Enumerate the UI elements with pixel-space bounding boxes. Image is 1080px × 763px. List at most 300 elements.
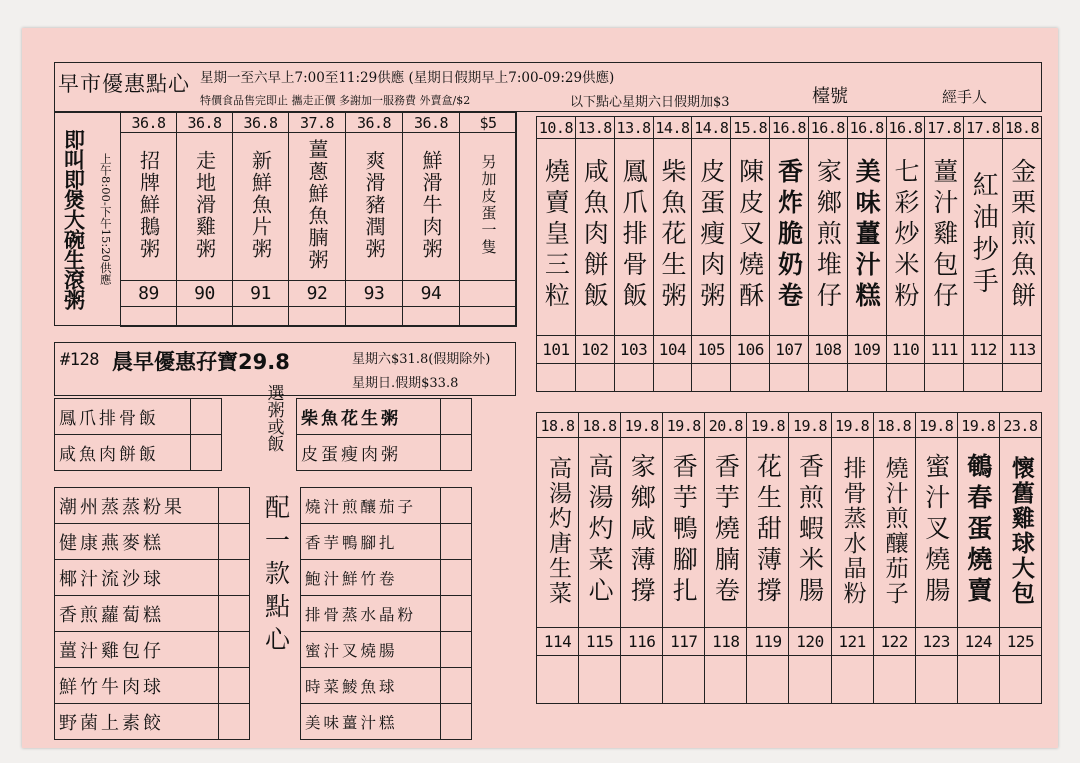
pair-one-dimsum-label: 配一款點心 (261, 494, 291, 659)
combo-dimsum-option-right-check-box[interactable] (441, 596, 472, 632)
dimsum-code (614, 336, 653, 364)
combo-dimsum-option-left-text: 鮮竹牛肉球 (59, 676, 164, 698)
dimsum-code-text: 117 (670, 632, 698, 651)
combo-sunday-price: 星期日.假期$33.8 (352, 376, 459, 391)
combo-congee-options (296, 398, 472, 471)
dimsum-qty-cell[interactable] (537, 364, 576, 392)
congee-qty-cell[interactable] (403, 307, 460, 327)
dimsum-price-text: 19.8 (666, 416, 701, 435)
dimsum-code (873, 628, 915, 656)
congee-name-text: 爽滑豬潤粥 (362, 149, 386, 260)
congee-qty-cell[interactable] (460, 307, 517, 327)
congee-code (460, 281, 517, 307)
dimsum-name (847, 139, 886, 336)
combo-dimsum-option-left-text: 椰汁流沙球 (59, 568, 164, 590)
dimsum-qty-cell[interactable] (957, 656, 999, 704)
dimsum-code-text: 101 (542, 340, 570, 359)
dimsum-name-text: 燒賣皇三粒 (541, 157, 571, 313)
dimsum-price (731, 117, 770, 139)
combo-congee-option-check-box[interactable] (441, 435, 472, 471)
combo-dimsum-option-left-row (55, 596, 250, 632)
combo-dimsum-option-left-text: 健康燕麥糕 (59, 532, 164, 554)
combo-dimsum-option-left-check-box[interactable] (219, 524, 250, 560)
combo-dimsum-option-right-check-box[interactable] (441, 560, 472, 596)
dimsum-code (579, 628, 621, 656)
combo-dimsum-option-left (55, 668, 219, 704)
dimsum-name-text: 高湯灼菜心 (585, 453, 615, 608)
dimsum-qty-cell[interactable] (873, 656, 915, 704)
dimsum-name-text: 鵪春蛋燒賣 (963, 453, 993, 608)
dimsum-code-text: 118 (712, 632, 740, 651)
dimsum-name-text: 柴魚花生粥 (657, 157, 687, 313)
congee-name-text: 新鮮魚片粥 (248, 149, 273, 260)
dimsum-name (614, 139, 653, 336)
combo-dimsum-option-right-text: 蜜汁叉燒腸 (305, 641, 398, 660)
combo-congee-option-check-box[interactable] (441, 399, 472, 435)
dimsum-price-text: 18.8 (540, 416, 575, 435)
dimsum-price (770, 117, 809, 139)
dimsum-name (705, 438, 747, 628)
dimsum-code (831, 628, 873, 656)
dimsum-code-text: 113 (1008, 340, 1036, 359)
combo-dimsum-option-right-row (301, 632, 472, 668)
dimsum-code-text: 114 (543, 632, 572, 651)
congee-table (120, 112, 517, 327)
dimsum-code-text: 119 (754, 632, 782, 651)
dimsum-name-text: 美味薑汁糕 (852, 157, 882, 313)
combo-dimsum-option-right (301, 560, 441, 596)
congee-price-text: $5 (479, 114, 497, 132)
dimsum-name (537, 438, 579, 628)
dimsum-price-text: 13.8 (577, 119, 612, 137)
dimsum-price-text: 17.8 (966, 119, 1001, 137)
congee-name (177, 133, 233, 281)
congee-code-text: 91 (250, 283, 271, 304)
dimsum-name (964, 139, 1003, 336)
order-sheet (22, 28, 1058, 748)
dimsum-name-text: 高湯灼唐生菜 (545, 455, 572, 606)
dimsum-price-text: 15.8 (733, 119, 768, 137)
dimsum-name (957, 438, 999, 628)
combo-dimsum-option-left-check-box[interactable] (219, 560, 250, 596)
dimsum-code-text: 103 (619, 340, 648, 359)
dimsum-code-text: 116 (627, 632, 656, 651)
congee-price (460, 113, 517, 133)
dimsum-code-text: 111 (930, 340, 959, 359)
dimsum-code-text: 122 (880, 632, 908, 651)
dimsum-qty-cell[interactable] (964, 364, 1003, 392)
dimsum-code (747, 628, 789, 656)
dimsum-price (808, 117, 847, 139)
congee-name-text: 走地滑雞粥 (192, 149, 217, 260)
congee-name (403, 133, 460, 281)
dimsum-name-text: 香炸脆奶卷 (774, 157, 804, 313)
dimsum-price (886, 117, 925, 139)
dimsum-price-text: 19.8 (919, 416, 954, 435)
dimsum-name-text: 家鄉煎堆仔 (813, 157, 843, 313)
combo-dimsum-option-right (301, 596, 441, 632)
dimsum-price-text: 19.8 (792, 416, 828, 435)
dimsum-name (537, 139, 576, 336)
combo-dimsum-option-right (301, 524, 441, 560)
dimsum-name-text: 薑汁雞包仔 (929, 157, 959, 313)
dimsum-price (831, 413, 873, 438)
combo-dimsum-option-left (55, 704, 219, 740)
dimsum-qty-cell[interactable] (575, 364, 614, 392)
congee-price (233, 113, 289, 133)
notice-line: 特價食品售完即止 攜走正價 多謝加一服務費 外賣盒/$2 (200, 94, 471, 107)
combo-congee-option (297, 399, 441, 435)
dimsum-price-text: 19.8 (835, 416, 870, 435)
dimsum-qty-cell[interactable] (1003, 364, 1042, 392)
congee-name (289, 133, 346, 281)
congee-qty-cell[interactable] (289, 307, 346, 327)
dimsum-name (663, 438, 705, 628)
combo-rice-option (55, 399, 191, 435)
dimsum-price (621, 413, 663, 438)
combo-dimsum-option-right-row (301, 560, 472, 596)
dimsum-name-text: 花生甜薄撐 (753, 453, 783, 608)
dimsum-qty-cell[interactable] (925, 364, 964, 392)
dimsum-name-text: 燒汁煎釀茄子 (881, 455, 908, 606)
dimsum-code-text: 124 (964, 632, 993, 651)
dimsum-price (663, 413, 705, 438)
dimsum-code-text: 110 (891, 340, 920, 359)
congee-code (403, 281, 460, 307)
combo-dimsum-option-right-row (301, 668, 472, 704)
combo-dimsum-right (300, 487, 472, 740)
congee-qty-cell[interactable] (233, 307, 289, 327)
dimsum-price-text: 14.8 (655, 119, 690, 137)
combo-rice-option-row (55, 399, 222, 435)
combo-dimsum-option-left (55, 632, 219, 668)
dimsum-price (999, 413, 1041, 438)
dimsum-name (999, 438, 1041, 628)
dimsum-price (747, 413, 789, 438)
dimsum-qty-cell[interactable] (770, 364, 809, 392)
combo-dimsum-option-right (301, 668, 441, 704)
dimsum-price (575, 117, 614, 139)
dimsum-name (915, 438, 957, 628)
hours-line: 星期一至六早上7:00至11:29供應 (星期日假期早上7:00-09:29供應) (200, 70, 615, 86)
dimsum-code (847, 336, 886, 364)
congee-code-text: 89 (138, 283, 159, 304)
dimsum-price (705, 413, 747, 438)
dimsum-code (621, 628, 663, 656)
congee-price-text: 36.8 (187, 114, 222, 132)
combo-dimsum-option-right-check-box[interactable] (441, 668, 472, 704)
dimsum-qty-cell[interactable] (579, 656, 621, 704)
combo-congee-option-text: 柴魚花生粥 (301, 409, 401, 429)
dimsum-name (808, 139, 847, 336)
combo-dimsum-option-right-check-box[interactable] (441, 704, 472, 740)
congee-name (121, 133, 177, 281)
combo-dimsum-option-left-text: 香煎蘿蔔糕 (59, 604, 164, 626)
dimsum-code (537, 336, 576, 364)
congee-code-text: 94 (420, 283, 442, 304)
dimsum-name-text: 蜜汁叉燒腸 (921, 453, 951, 608)
dimsum-price (789, 413, 831, 438)
combo-dimsum-option-right-row (301, 488, 472, 524)
dimsum-price-text: 18.8 (877, 416, 912, 435)
dimsum-price-text: 20.8 (708, 416, 743, 435)
dimsum-code-text: 112 (969, 340, 997, 359)
dimsum-price (537, 413, 579, 438)
dimsum-qty-cell[interactable] (789, 656, 831, 704)
dimsum-code (770, 336, 809, 364)
dimsum-code (537, 628, 579, 656)
combo-rice-option (55, 435, 191, 471)
dimsum-name (653, 139, 692, 336)
dimsum-price (1003, 117, 1042, 139)
combo-dimsum-option-left-row (55, 560, 250, 596)
dimsum-code (692, 336, 731, 364)
dimsum-price-text: 10.8 (538, 119, 573, 137)
dimsum-name (747, 438, 789, 628)
dimsum-qty-cell[interactable] (705, 656, 747, 704)
dimsum-name-text: 鳳爪排骨飯 (619, 157, 649, 313)
dimsum-code (957, 628, 999, 656)
combo-dimsum-option-left-check-box[interactable] (219, 704, 250, 740)
dimsum-name-text: 家鄉咸薄撐 (627, 453, 657, 608)
combo-dimsum-option-right-text: 美味薑汁糕 (305, 713, 398, 732)
dimsum-name-text: 排骨蒸水晶粉 (839, 455, 866, 606)
dimsum-price-text: 19.8 (750, 416, 785, 435)
combo-dimsum-option-right-row (301, 704, 472, 740)
combo-dimsum-option-left-check-box[interactable] (219, 668, 250, 704)
congee-price (121, 113, 177, 133)
dimsum-price (579, 413, 621, 438)
dimsum-code (915, 628, 957, 656)
congee-name (346, 133, 403, 281)
congee-code (346, 281, 403, 307)
dimsum-name (789, 438, 831, 628)
congee-name-text: 招牌鮮鵝粥 (136, 149, 161, 260)
congee-price-text: 36.8 (131, 114, 166, 132)
dimsum-name-text: 香芋燒腩卷 (711, 453, 741, 608)
dimsum-top-table (536, 116, 1042, 392)
combo-dimsum-option-left-check-box[interactable] (219, 488, 250, 524)
dimsum-qty-cell[interactable] (915, 656, 957, 704)
dimsum-name (925, 139, 964, 336)
dimsum-code (731, 336, 770, 364)
congee-code (121, 281, 177, 307)
congee-qty-cell[interactable] (177, 307, 233, 327)
dimsum-name (873, 438, 915, 628)
dimsum-code-text: 121 (838, 632, 866, 651)
congee-price (403, 113, 460, 133)
dimsum-price (614, 117, 653, 139)
dimsum-price (957, 413, 999, 438)
combo-dimsum-option-left (55, 488, 219, 524)
dimsum-code (653, 336, 692, 364)
dimsum-code-text: 115 (585, 632, 614, 651)
dimsum-price (915, 413, 957, 438)
dimsum-price (653, 117, 692, 139)
surcharge-line: 以下點心星期六日假期加$3 (570, 95, 730, 110)
dimsum-price-text: 19.8 (624, 416, 659, 435)
combo-title: 晨早優惠孖寶29.8 (112, 350, 290, 374)
dimsum-code (1003, 336, 1042, 364)
combo-dimsum-option-right-text: 時菜鯪魚球 (305, 677, 398, 696)
combo-rice-options (54, 398, 222, 471)
combo-dimsum-option-right-check-box[interactable] (441, 524, 472, 560)
combo-dimsum-option-right-text: 燒汁煎釀茄子 (305, 497, 417, 516)
dimsum-name-text: 咸魚肉餅飯 (580, 157, 610, 313)
combo-dimsum-option-left-row (55, 632, 250, 668)
dimsum-price-text: 18.8 (1005, 119, 1040, 137)
dimsum-code (999, 628, 1041, 656)
combo-dimsum-option-left-row (55, 524, 250, 560)
congee-name-text: 另加皮蛋一隻 (479, 153, 498, 256)
dimsum-qty-cell[interactable] (692, 364, 731, 392)
dimsum-code (808, 336, 847, 364)
combo-dimsum-option-right (301, 488, 441, 524)
dimsum-price-text: 18.8 (582, 416, 617, 435)
combo-dimsum-option-right (301, 704, 441, 740)
congee-name (233, 133, 289, 281)
dimsum-code-text: 120 (796, 632, 824, 651)
combo-dimsum-option-right-text: 鮑汁鮮竹卷 (305, 569, 398, 588)
congee-code (233, 281, 289, 307)
dimsum-name-text: 紅油抄手 (968, 171, 999, 299)
dimsum-name (575, 139, 614, 336)
dimsum-code-text: 125 (1006, 632, 1035, 651)
congee-qty-cell[interactable] (346, 307, 403, 327)
dimsum-price (925, 117, 964, 139)
dimsum-code-text: 108 (814, 340, 842, 359)
congee-price (289, 113, 346, 133)
dimsum-price-text: 16.8 (888, 119, 923, 137)
dimsum-code-text: 105 (697, 340, 725, 359)
congee-code-text: 90 (194, 283, 215, 304)
combo-rice-option-check-box[interactable] (191, 399, 222, 435)
dimsum-name (1003, 139, 1042, 336)
congee-price-text: 36.8 (413, 114, 449, 132)
combo-congee-option-text: 皮蛋瘦肉粥 (301, 445, 401, 465)
combo-dimsum-option-left-check-box[interactable] (219, 632, 250, 668)
combo-dimsum-option-left-check-box[interactable] (219, 596, 250, 632)
dimsum-price-text: 19.8 (961, 416, 996, 435)
dimsum-qty-cell[interactable] (808, 364, 847, 392)
choose-congee-or-rice-label: 選粥或飯 (263, 384, 284, 452)
dimsum-code-text: 109 (852, 340, 881, 359)
dimsum-qty-cell[interactable] (663, 656, 705, 704)
dimsum-name-text: 金栗煎魚餅 (1007, 157, 1037, 313)
congee-price-text: 36.8 (356, 114, 392, 132)
dimsum-code-text: 107 (775, 340, 803, 359)
dimsum-price-text: 14.8 (694, 119, 729, 137)
dimsum-code-text: 123 (922, 632, 950, 651)
congee-code (289, 281, 346, 307)
dimsum-price (847, 117, 886, 139)
combo-dimsum-option-left-text: 薑汁雞包仔 (59, 640, 164, 662)
combo-dimsum-option-left (55, 596, 219, 632)
combo-rice-option-text: 鳳爪排骨飯 (59, 409, 159, 429)
congee-name-text: 鮮滑牛肉粥 (419, 149, 443, 260)
combo-dimsum-option-left-row (55, 668, 250, 704)
congee-code (177, 281, 233, 307)
dimsum-price-text: 13.8 (616, 119, 651, 137)
congee-code-text: 92 (306, 283, 328, 304)
congee-code-text: 93 (363, 283, 385, 304)
dimsum-qty-cell[interactable] (537, 656, 579, 704)
congee-name (460, 133, 517, 281)
dimsum-name (770, 139, 809, 336)
dimsum-name (579, 438, 621, 628)
combo-congee-option-row (297, 435, 472, 471)
dimsum-price (873, 413, 915, 438)
dimsum-code (789, 628, 831, 656)
dimsum-qty-cell[interactable] (831, 656, 873, 704)
dimsum-code (964, 336, 1003, 364)
dimsum-qty-cell[interactable] (999, 656, 1041, 704)
combo-dimsum-option-left (55, 560, 219, 596)
dimsum-code (575, 336, 614, 364)
combo-dimsum-option-right-text: 排骨蒸水晶粉 (305, 605, 417, 624)
dimsum-price-text: 16.8 (810, 119, 845, 137)
combo-code: #128 (60, 350, 99, 370)
combo-dimsum-option-left-text: 潮州蒸蒸粉果 (59, 496, 185, 518)
dimsum-qty-cell[interactable] (621, 656, 663, 704)
combo-dimsum-option-right-text: 香芋鴨腳扎 (305, 533, 398, 552)
dimsum-qty-cell[interactable] (847, 364, 886, 392)
congee-qty-cell[interactable] (121, 307, 177, 327)
combo-rice-option-row (55, 435, 222, 471)
congee-price-text: 37.8 (299, 114, 335, 132)
dimsum-name-text: 陳皮叉燒酥 (735, 157, 765, 313)
dimsum-qty-cell[interactable] (731, 364, 770, 392)
combo-congee-option-row (297, 399, 472, 435)
congee-name-text: 薑蔥鮮魚腩粥 (305, 138, 329, 271)
combo-rice-option-text: 咸魚肉餅飯 (59, 445, 159, 465)
table-number-label: 檯號 (812, 86, 848, 107)
dimsum-price-text: 16.8 (771, 119, 807, 137)
dimsum-code (705, 628, 747, 656)
congee-price (177, 113, 233, 133)
combo-dimsum-option-right (301, 632, 441, 668)
dimsum-name (621, 438, 663, 628)
dimsum-name (731, 139, 770, 336)
combo-saturday-price: 星期六$31.8(假期除外) (352, 352, 491, 367)
combo-congee-option (297, 435, 441, 471)
dimsum-qty-cell[interactable] (747, 656, 789, 704)
combo-rice-option-check-box[interactable] (191, 435, 222, 471)
dimsum-qty-cell[interactable] (886, 364, 925, 392)
dimsum-price (692, 117, 731, 139)
dimsum-price (964, 117, 1003, 139)
dimsum-name-text: 香芋鴨腳扎 (669, 453, 699, 608)
handler-label: 經手人 (942, 88, 988, 106)
combo-dimsum-option-right-row (301, 524, 472, 560)
combo-dimsum-option-left-row (55, 488, 250, 524)
combo-dimsum-left (54, 487, 250, 740)
congee-hours: 上午8:00-下午15:20供應 (98, 153, 113, 285)
dimsum-code (663, 628, 705, 656)
combo-dimsum-option-right-check-box[interactable] (441, 488, 472, 524)
dimsum-code-text: 102 (581, 340, 609, 359)
dimsum-qty-cell[interactable] (653, 364, 692, 392)
combo-dimsum-option-left (55, 524, 219, 560)
combo-dimsum-option-right-check-box[interactable] (441, 632, 472, 668)
menu-title: 早市優惠點心 (58, 72, 190, 96)
dimsum-price-text: 17.8 (927, 119, 962, 137)
dimsum-name-text: 香煎蝦米腸 (795, 453, 825, 608)
dimsum-code-text: 104 (658, 340, 687, 359)
dimsum-code (925, 336, 964, 364)
dimsum-price-text: 23.8 (1003, 416, 1038, 435)
dimsum-qty-cell[interactable] (614, 364, 653, 392)
